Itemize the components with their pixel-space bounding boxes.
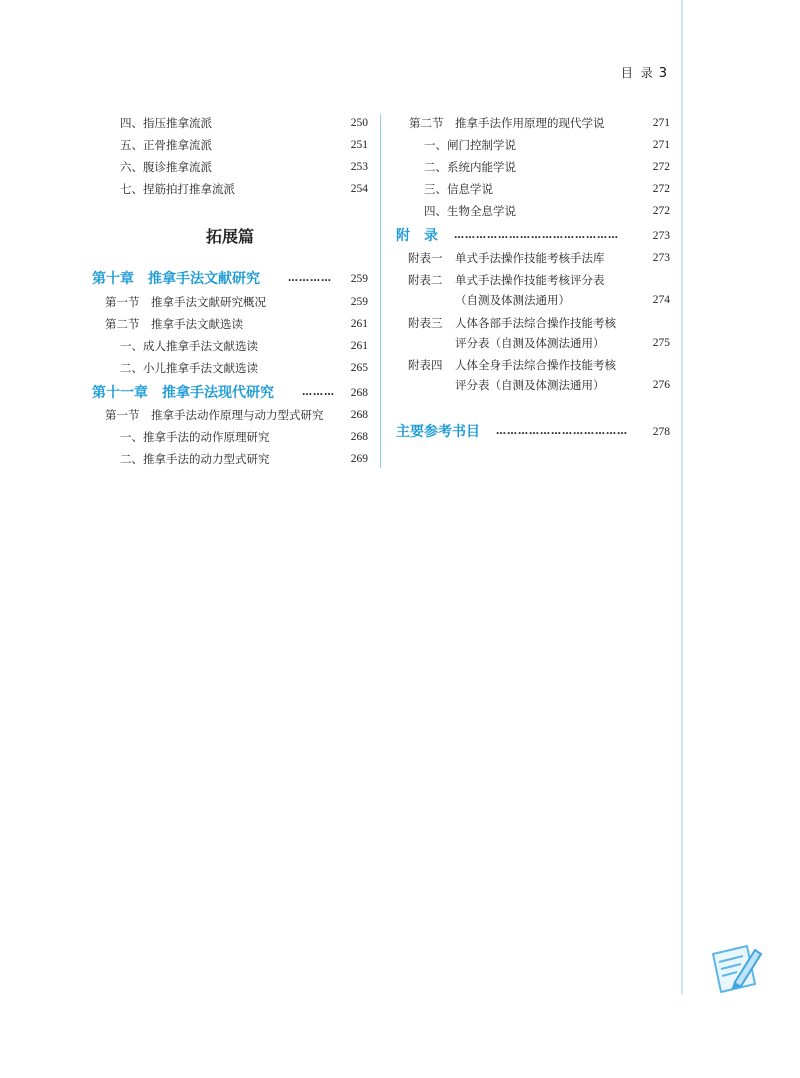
toc-entry[interactable] — [92, 157, 368, 177]
toc-section-page: 271 — [652, 117, 670, 129]
toc-entry[interactable] — [396, 135, 670, 155]
toc-entry-label: 三、信息学说 — [424, 182, 493, 196]
dot-leader: ………… — [288, 273, 332, 284]
appendix-table-title: 单式手法操作技能考核手法库 — [455, 251, 605, 265]
appendix-table-title: 人体全身手法综合操作技能考核 — [455, 358, 616, 372]
toc-entry-page: 253 — [350, 161, 368, 173]
dot-leader: ……………………………… — [496, 426, 628, 437]
appendix-table-title-cont: （自测及体测法通用） — [455, 293, 570, 307]
appendix-table-title-cont: 评分表（自测及体测法通用） — [455, 336, 605, 350]
appendix-table-entry-cont[interactable] — [396, 333, 670, 353]
toc-entry-page: 272 — [652, 183, 670, 195]
toc-entry-label: 一、推拿手法的动作原理研究 — [120, 430, 270, 444]
toc-section-label: 第一节 推拿手法文献研究概况 — [105, 295, 266, 309]
appendix-table-entry[interactable] — [396, 248, 670, 268]
references-title: 主要参考书目 — [396, 424, 480, 440]
toc-entry-label: 五、正骨推拿流派 — [120, 138, 212, 152]
references-heading[interactable] — [396, 421, 670, 443]
toc-entry-page: 251 — [350, 139, 368, 151]
appendix-table-title: 人体各部手法综合操作技能考核 — [455, 316, 616, 330]
toc-entry[interactable] — [396, 201, 670, 221]
dot-leader: ……………………………………… — [454, 230, 619, 241]
appendix-table-page: 274 — [652, 294, 670, 306]
appendix-title: 附 录 — [396, 228, 438, 244]
toc-section-label: 第一节 推拿手法动作原理与动力型式研究 — [105, 408, 324, 422]
toc-entry-label: 二、系统内能学说 — [424, 160, 516, 174]
toc-entry-page: 254 — [350, 183, 368, 195]
references-page: 278 — [652, 426, 670, 438]
toc-section-page: 268 — [350, 409, 368, 421]
toc-section[interactable] — [92, 292, 368, 312]
toc-section[interactable] — [92, 314, 368, 334]
appendix-table-label: 附表三 — [408, 316, 443, 330]
toc-section-label: 第二节 推拿手法文献选读 — [105, 317, 243, 331]
toc-entry-label: 四、指压推拿流派 — [120, 116, 212, 130]
appendix-table-label: 附表一 — [408, 251, 443, 265]
appendix-table-label: 附表二 — [408, 273, 443, 287]
toc-entry-page: 269 — [350, 453, 368, 465]
header-label: 目 录 — [620, 66, 655, 80]
toc-entry-page: 261 — [350, 340, 368, 352]
toc-entry-page: 272 — [652, 161, 670, 173]
toc-entry-page: 265 — [350, 362, 368, 374]
header-page-number: 3 — [658, 66, 669, 81]
appendix-table-entry-cont[interactable] — [396, 375, 670, 395]
chapter-page: 268 — [350, 387, 368, 399]
page-header — [621, 64, 669, 81]
appendix-table-page: 276 — [652, 379, 670, 391]
toc-entry-label: 二、推拿手法的动力型式研究 — [120, 452, 270, 466]
appendix-table-entry[interactable] — [396, 313, 670, 333]
toc-entry-label: 一、闸门控制学说 — [424, 138, 516, 152]
pencil-notepad-icon — [707, 940, 765, 998]
toc-entry[interactable] — [92, 427, 368, 447]
toc-section-page: 259 — [350, 296, 368, 308]
toc-section[interactable] — [92, 405, 368, 425]
appendix-table-page: 275 — [652, 337, 670, 349]
toc-entry-page: 271 — [652, 139, 670, 151]
toc-entry[interactable] — [92, 449, 368, 469]
toc-entry[interactable] — [396, 157, 670, 177]
toc-entry[interactable] — [92, 336, 368, 356]
toc-section[interactable] — [396, 113, 670, 133]
appendix-table-label: 附表四 — [408, 358, 443, 372]
toc-entry[interactable] — [92, 179, 368, 199]
chapter-title: 第十一章 推拿手法现代研究 — [92, 385, 274, 401]
chapter-page: 259 — [350, 273, 368, 285]
toc-entry[interactable] — [92, 135, 368, 155]
chapter-heading[interactable] — [92, 382, 368, 404]
appendix-table-entry[interactable] — [396, 355, 670, 375]
part-title: 拓展篇 — [205, 227, 254, 246]
appendix-table-title: 单式手法操作技能考核评分表 — [455, 273, 605, 287]
page-edge-line — [681, 0, 683, 995]
toc-entry-page: 250 — [350, 117, 368, 129]
toc-entry-label: 二、小儿推拿手法文献选读 — [120, 361, 258, 375]
toc-entry-label: 六、腹诊推拿流派 — [120, 160, 212, 174]
toc-section-label: 第二节 推拿手法作用原理的现代学说 — [409, 116, 605, 130]
appendix-table-title-cont: 评分表（自测及体测法通用） — [455, 378, 605, 392]
toc-entry-label: 四、生物全息学说 — [424, 204, 516, 218]
toc-entry-label: 一、成人推拿手法文献选读 — [120, 339, 258, 353]
dot-leader: ……… — [302, 387, 335, 398]
chapter-title: 第十章 推拿手法文献研究 — [92, 271, 260, 287]
appendix-table-entry-cont[interactable] — [396, 290, 670, 310]
appendix-table-entry[interactable] — [396, 270, 670, 290]
toc-entry-page: 272 — [652, 205, 670, 217]
column-divider — [380, 114, 381, 468]
toc-entry[interactable] — [396, 179, 670, 199]
toc-entry-label: 七、捏筋拍打推拿流派 — [120, 182, 235, 196]
appendix-page: 273 — [652, 230, 670, 242]
chapter-heading[interactable] — [92, 268, 368, 290]
appendix-heading[interactable] — [396, 225, 670, 247]
toc-entry[interactable] — [92, 358, 368, 378]
toc-entry[interactable] — [92, 113, 368, 133]
toc-section-page: 261 — [350, 318, 368, 330]
appendix-table-page: 273 — [652, 252, 670, 264]
toc-entry-page: 268 — [350, 431, 368, 443]
